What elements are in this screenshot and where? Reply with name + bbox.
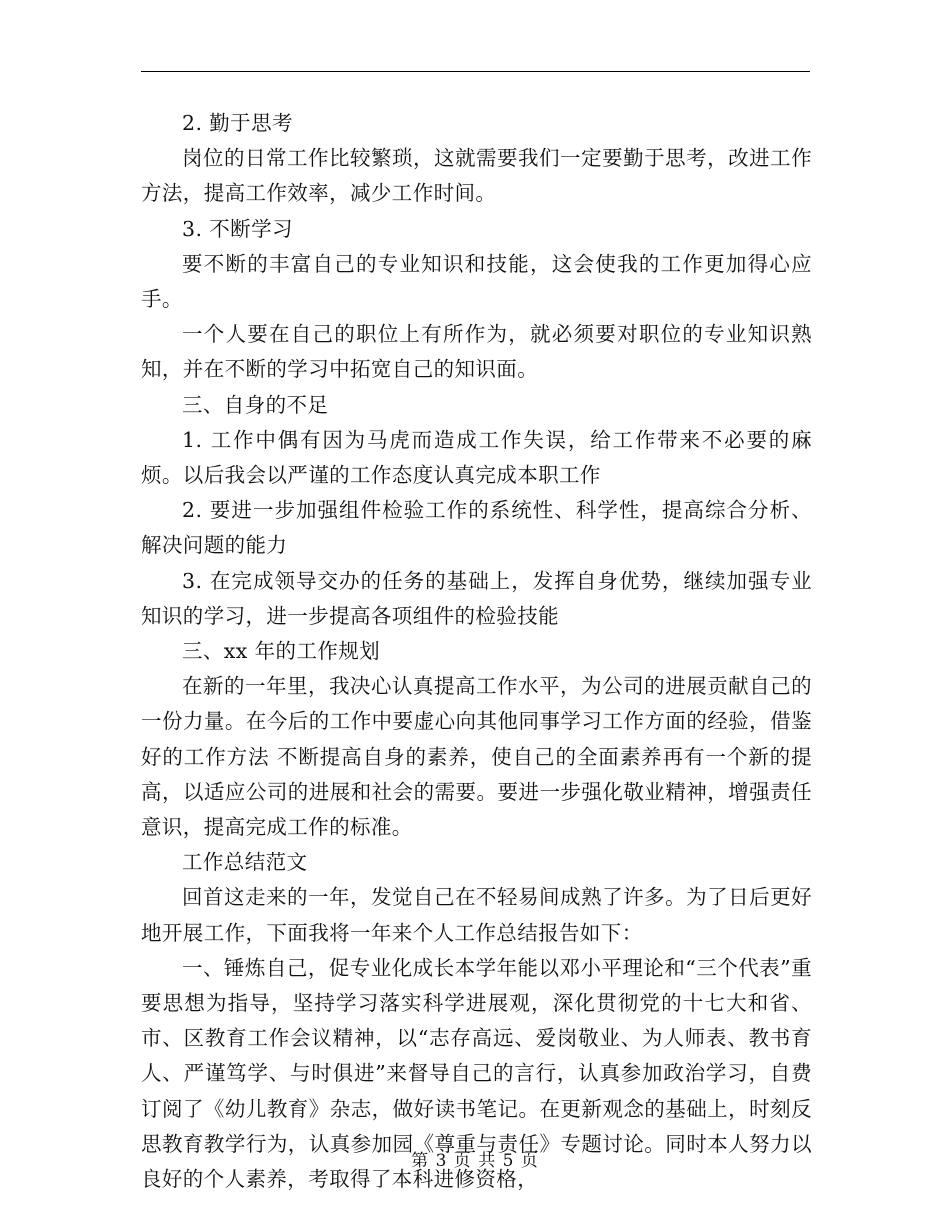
paragraph-shortcoming-1: 1. 工作中偶有因为马虎而造成工作失误，给工作带来不必要的麻烦。以后我会以严谨的工作态度认真完成本职工作 — [141, 427, 812, 488]
paragraph-summary-intro: 回首这走来的一年，发觉自己在不轻易间成熟了许多。为了日后更好地开展工作，下面我将一年来个人工作总结报告如下： — [141, 885, 812, 945]
document-body — [141, 106, 812, 1197]
paragraph-keep-learning-2: 一个人要在自己的职位上有所作为，就必须要对职位的专业知识熟知，并在不断的学习中拓宽自己的知识面。 — [141, 322, 812, 382]
heading-summary-sample: 工作总结范文 — [182, 850, 308, 875]
heading-think-diligently: 2. 勤于思考 — [182, 111, 293, 135]
heading-keep-learning: 3. 不断学习 — [182, 216, 293, 241]
page-number-footer: 第 3 页 共 5 页 — [411, 1151, 539, 1171]
paragraph-summary-section-1: 一、锤炼自己，促专业化成长本学年能以邓小平理论和“三个代表”重要思想为指导，坚持学习落实科学进展观，深化贯彻党的十七大和省、市、区教育工作会议精神，以“志存高远、爱岗敬业、为人师表、教书育人、严谨笃学、与时俱进”来督导自己的言行，认真参加政治学习，自费订阅了《幼儿教育》杂志，做好读书笔记。在更新观念的基础上，时刻反思教育教学行为，认真参加园《尊重与责任》专题讨论。同时本人努力以良好的个人素养，考取得了本科进修资格， — [141, 955, 812, 1192]
paragraph-work-plan: 在新的一年里，我决心认真提高工作水平，为公司的进展贡献自己的一份力量。在今后的工作中要虚心向其他同事学习工作方面的经验，借鉴好的工作方法 不断提高自身的素养，使自己的全面素养再有一个新的提高，以适应公司的进展和社会的需要。要进一步强化敬业精神，增强责任意识，提高完成工作的标准。 — [141, 674, 812, 840]
header-rule — [141, 71, 810, 72]
paragraph-shortcoming-3: 3. 在完成领导交办的任务的基础上，发挥自身优势，继续加强专业知识的学习，进一步提高各项组件的检验技能 — [141, 568, 812, 628]
paragraph-shortcoming-2: 2. 要进一步加强组件检验工作的系统性、科学性，提高综合分析、解决问题的能力 — [141, 498, 812, 558]
paragraph-think-diligently: 岗位的日常工作比较繁琐，这就需要我们一定要勤于思考，改进工作方法，提高工作效率，减少工作时间。 — [141, 146, 812, 206]
heading-work-plan: 三、xx 年的工作规划 — [182, 639, 381, 664]
heading-shortcomings: 三、自身的不足 — [182, 392, 329, 417]
paragraph-keep-learning-1: 要不断的丰富自己的专业知识和技能，这会使我的工作更加得心应手。 — [141, 251, 812, 312]
